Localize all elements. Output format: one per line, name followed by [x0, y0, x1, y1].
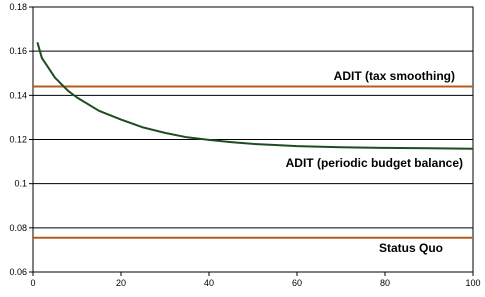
x-tick-label: 60 — [291, 278, 303, 288]
y-tick-label: 0.14 — [9, 90, 27, 101]
annotation-status-quo: Status Quo — [378, 241, 443, 255]
y-tick-label: 0.16 — [9, 46, 27, 57]
y-tick-label: 0.18 — [9, 2, 27, 12]
x-tick-label: 100 — [465, 278, 481, 288]
y-tick-label: 0.12 — [9, 134, 27, 145]
x-tick-label: 40 — [203, 278, 215, 288]
y-tick-label: 0.08 — [9, 222, 27, 233]
x-tick-label: 20 — [115, 278, 127, 288]
y-tick-label: 0.1 — [14, 178, 27, 189]
y-tick-label: 0.06 — [9, 267, 27, 277]
x-tick-label: 80 — [379, 278, 391, 288]
x-tick-label: 0 — [30, 278, 36, 288]
annotation-periodic-budget-balance: ADIT (periodic budget balance) — [285, 156, 463, 170]
annotation-tax-smoothing: ADIT (tax smoothing) — [333, 69, 455, 83]
